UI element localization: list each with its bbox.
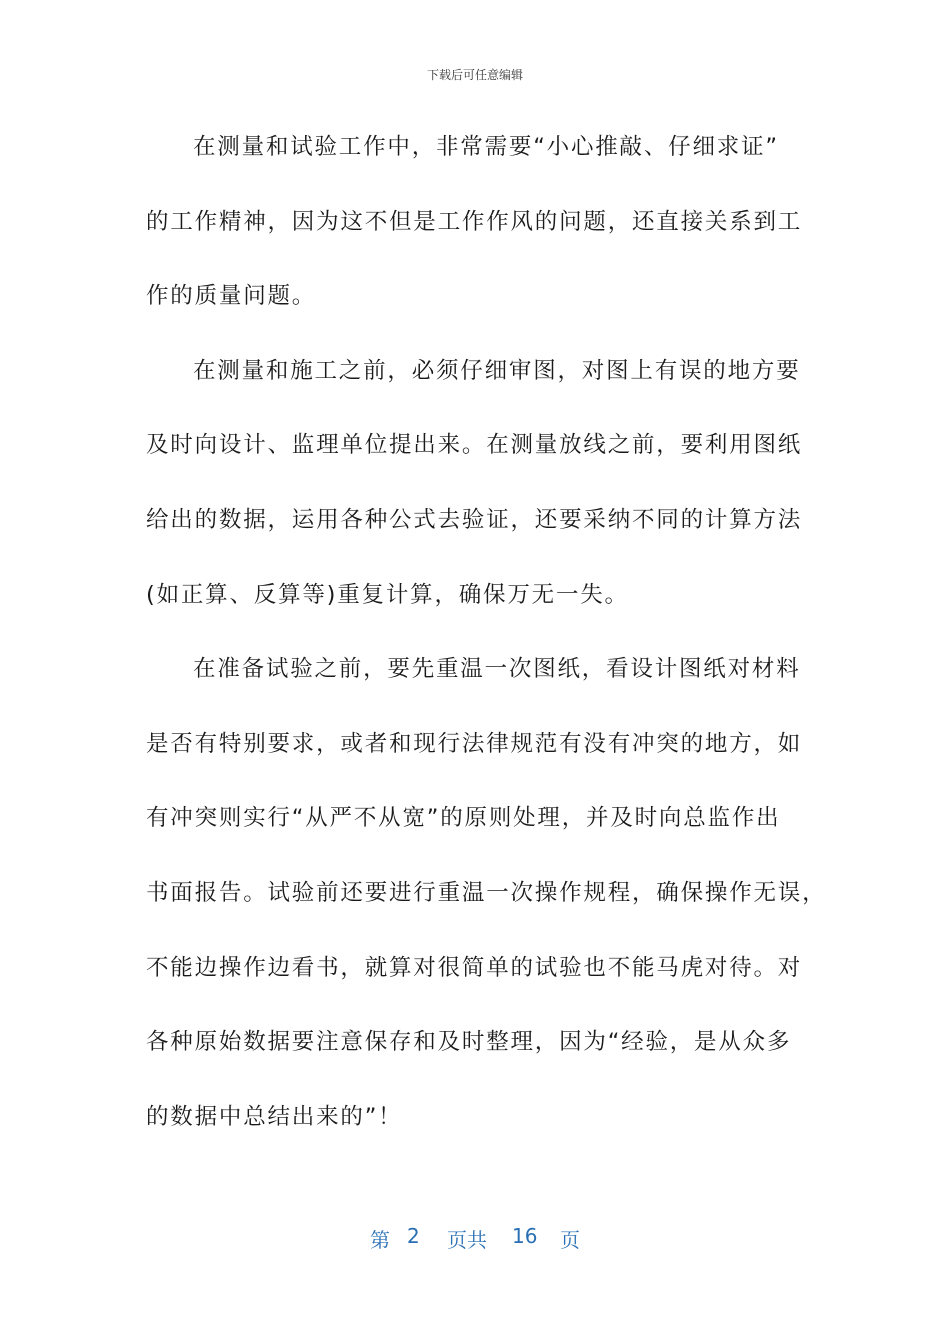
paragraph-3-line-2: 是否有特别要求，或者和现行法律规范有没有冲突的地方，如: [146, 730, 803, 757]
paragraph-3-line-4: 书面报告。试验前还要进行重温一次操作规程，确保操作无误，: [146, 879, 827, 906]
page-suffix: 页: [560, 1228, 580, 1252]
page-current: 2: [407, 1224, 420, 1248]
page-total: 16: [512, 1224, 538, 1248]
paragraph-1-line-3: 作的质量问题。: [146, 283, 317, 310]
page-prefix: 第: [370, 1228, 390, 1252]
paragraph-3-line-6: 各种原始数据要注意保存和及时整理，因为“经验，是从众多: [146, 1029, 792, 1056]
page-number-footer: [370, 1224, 630, 1254]
paragraph-3-line-1: 在准备试验之前，要先重温一次图纸，看设计图纸对材料: [193, 656, 801, 683]
paragraph-2-line-3: 给出的数据，运用各种公式去验证，还要采纳不同的计算方法: [146, 506, 803, 533]
paragraph-1-line-2: 的工作精神，因为这不但是工作作风的问题，还直接关系到工: [146, 208, 803, 235]
paragraph-3-line-7: 的数据中总结出来的”！: [146, 1103, 403, 1130]
paragraph-2-line-2: 及时向设计、监理单位提出来。在测量放线之前，要利用图纸: [146, 432, 803, 459]
paragraph-3-line-3: 有冲突则实行“从严不从宽”的原则处理，并及时向总监作出: [146, 805, 781, 832]
page-header-note: 下载后可任意编辑: [426, 68, 523, 82]
paragraph-2-line-4: (如正算、反算等)重复计算，确保万无一失。: [146, 581, 629, 608]
paragraph-1-line-1: 在测量和试验工作中，非常需要“小心推敲、仔细求证”: [193, 134, 779, 160]
paragraph-2-line-1: 在测量和施工之前，必须仔细审图，对图上有误的地方要: [193, 357, 801, 384]
page-mid: 页共: [447, 1228, 487, 1252]
document-body: [146, 110, 827, 1154]
paragraph-3-line-5: 不能边操作边看书，就算对很简单的试验也不能马虎对待。对: [146, 954, 803, 981]
